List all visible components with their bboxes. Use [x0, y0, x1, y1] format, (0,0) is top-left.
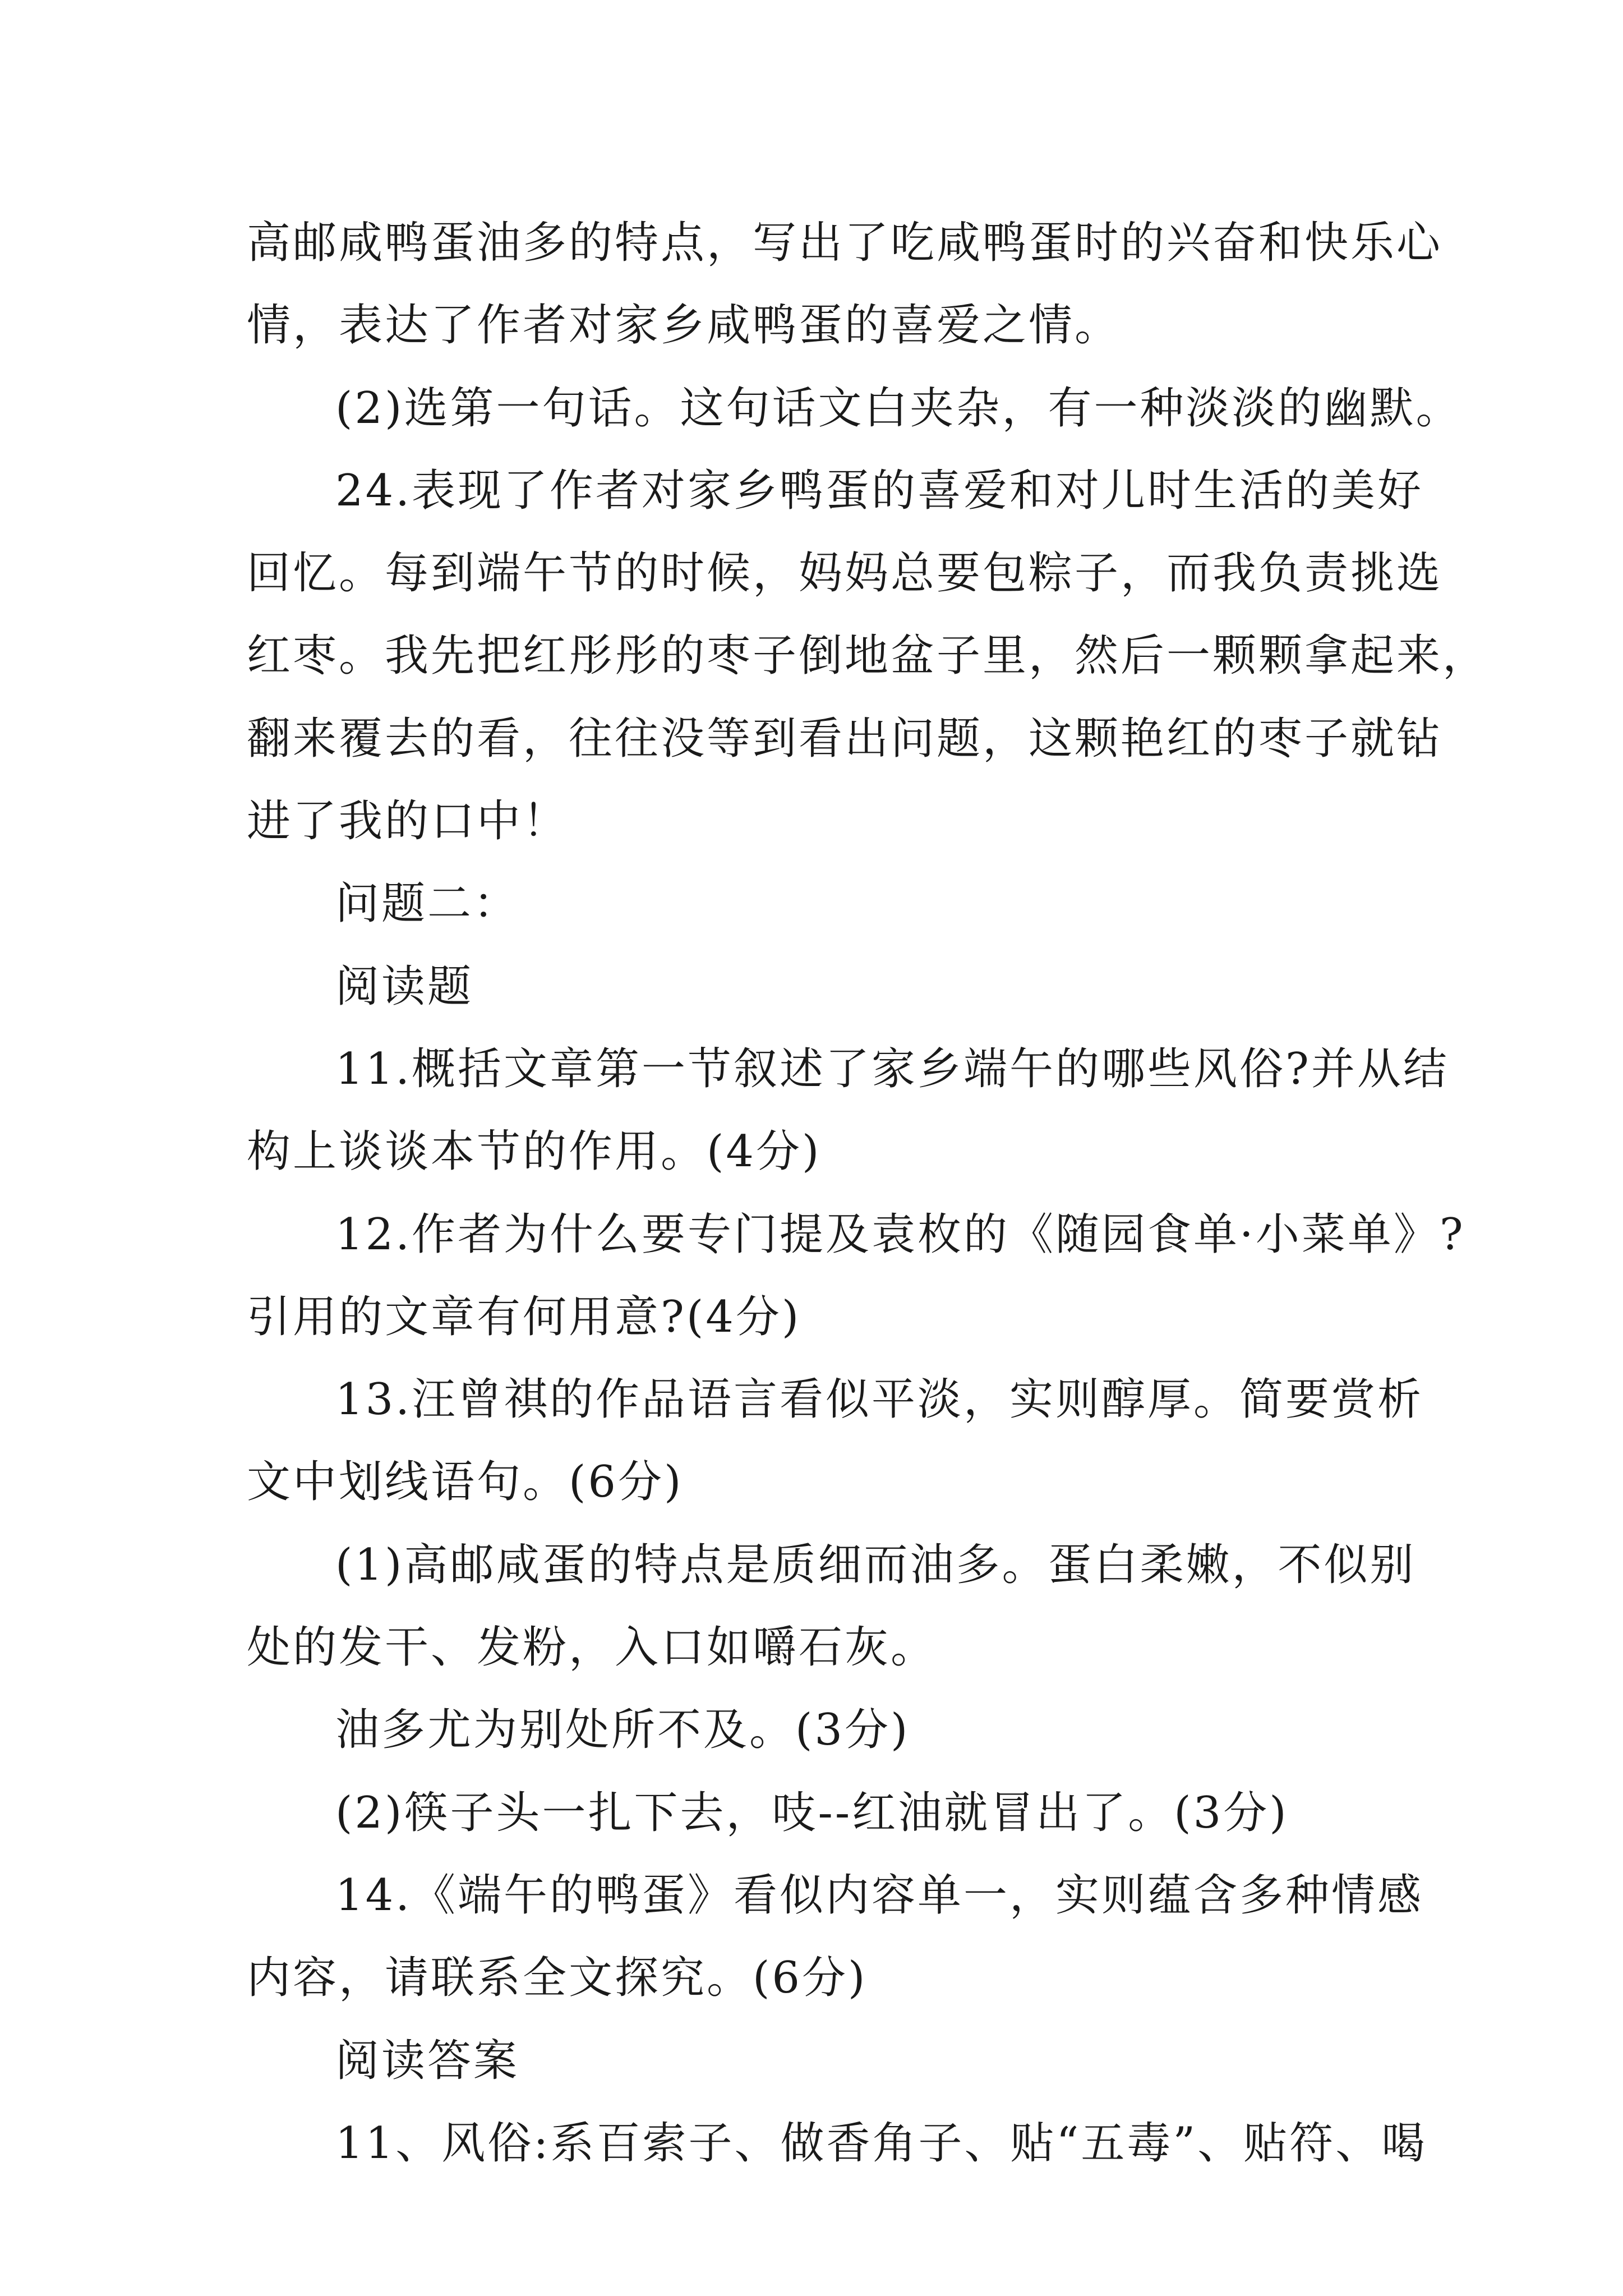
text-line: 24.表现了作者对家乡鸭蛋的喜爱和对儿时生活的美好: [335, 465, 1424, 516]
question-line: (2)筷子头一扎下去，吱--红油就冒出了。(3分): [335, 1787, 1289, 1838]
text-line: 红枣。我先把红彤彤的枣子倒地盆子里，然后一颗颗拿起来，: [247, 631, 1489, 682]
question-line: 12.作者为什么要专门提及袁枚的《随园食单·小菜单》?: [335, 1209, 1465, 1260]
question-line: 处的发干、发粉，入口如嚼石灰。: [247, 1622, 937, 1673]
section-heading: 问题二：: [335, 878, 520, 930]
question-line: 引用的文章有何用意?(4分): [247, 1291, 801, 1342]
text-line: 高邮咸鸭蛋油多的特点，写出了吃咸鸭蛋时的兴奋和快乐心: [247, 218, 1443, 268]
question-line: 14.《端午的鸭蛋》看似内容单一，实则蕴含多种情感: [335, 1870, 1424, 1921]
section-heading: 阅读题: [335, 961, 474, 1012]
question-line: 构上谈谈本节的作用。(4分): [247, 1126, 822, 1177]
text-line: 情，表达了作者对家乡咸鸭蛋的喜爱之情。: [247, 300, 1121, 351]
text-line: 回忆。每到端午节的时候，妈妈总要包粽子，而我负责挑选: [247, 548, 1443, 599]
text-line: 翻来覆去的看，往往没等到看出问题，这颗艳红的枣子就钻: [247, 713, 1443, 764]
question-line: 文中划线语句。(6分): [247, 1457, 684, 1508]
question-line: 13.汪曾祺的作品语言看似平淡，实则醇厚。简要赏析: [335, 1374, 1424, 1425]
question-line: 11.概括文章第一节叙述了家乡端午的哪些风俗?并从结: [335, 1043, 1449, 1094]
question-line: 油多尤为别处所不及。(3分): [335, 1705, 910, 1756]
section-heading: 阅读答案: [335, 2035, 520, 2086]
question-line: (1)高邮咸蛋的特点是质细而油多。蛋白柔嫩，不似别: [335, 1539, 1416, 1590]
document-body: [247, 202, 1489, 2185]
text-line: 进了我的口中！: [247, 796, 569, 847]
text-line: (2)选第一句话。这句话文白夹杂，有一种淡淡的幽默。: [335, 383, 1462, 434]
question-line: 内容，请联系全文探究。(6分): [247, 1953, 868, 2004]
answer-line: 11、风俗:系百索子、做香角子、贴“五毒”、贴符、喝: [335, 2118, 1428, 2169]
